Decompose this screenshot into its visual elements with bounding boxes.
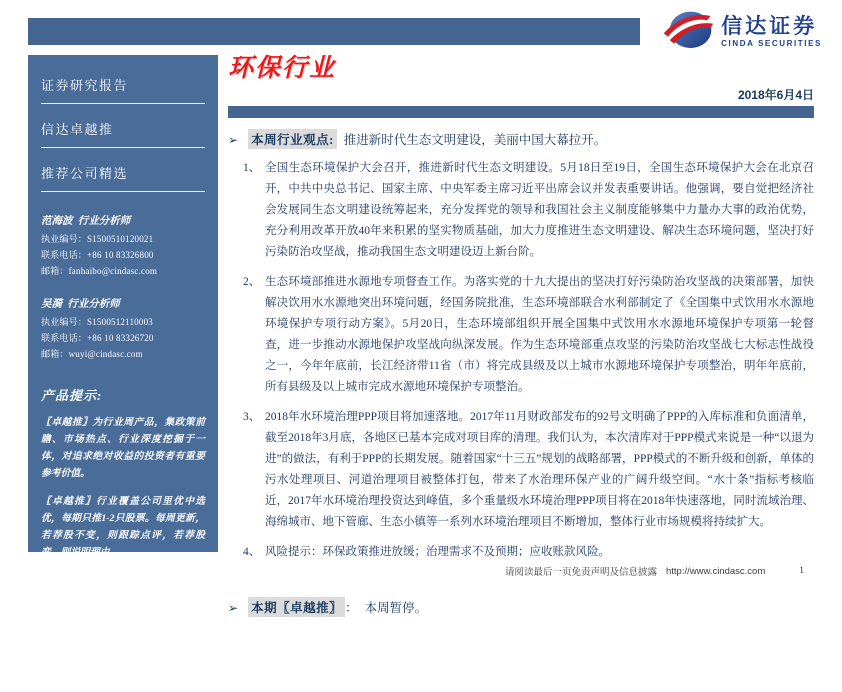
analyst-phone: 联系电话：+86 10 83326800	[41, 250, 154, 260]
analyst-email-link[interactable]: wuyi@cindasc.com	[68, 349, 143, 359]
product-tip-2: 〖卓越推〗行业覆盖公司里优中选优，每期只推1-2只股票。每周更新，若荐股不变，则跟踪点评，若荐股变，则说明理由。	[41, 495, 206, 558]
sidebar-divider	[41, 103, 205, 104]
analyst-name: 范海波 行业分析师	[41, 216, 131, 227]
company-name-en: CINDA SECURITIES CO.,LTD	[41, 650, 170, 661]
paragraph-number: 2、	[243, 275, 261, 288]
product-tip-1: 〖卓越推〗为行业周产品，集政策前瞻、市场热点、行业深度挖掘于一体，对追求绝对收益的投资者有重要参考价值。	[41, 417, 206, 480]
sidebar-divider	[41, 147, 205, 148]
paragraph-3	[228, 407, 814, 533]
paragraph-number: 1、	[243, 161, 261, 174]
sidebar-item-label: 信达卓越推	[41, 122, 114, 137]
page-footer	[0, 564, 842, 578]
period-label: 本期〖卓越推〗	[248, 597, 345, 617]
sidebar-item-recommended-companies	[41, 163, 205, 205]
analyst-card-2	[41, 296, 205, 363]
analyst-license: 执业编号：S1500510120021	[41, 234, 154, 244]
current-period-note	[228, 597, 814, 617]
paragraph-text: 全国生态环境保护大会召开，推进新时代生态文明建设。5月18日至19日，全国生态环境保护大会在北京召开，中共中央总书记、国家主席、中央军委主席习近平出席会议并发表重要讲话。他强调，要自觉把经济社会发展同生态文明建设统筹起来，充分发挥党的领导和我国社会主义制度能够集中力量办大事的政治优势，充分利用改革开放40年来积累的坚实物质基础，加大力度推进生态文明建设、解决生态环境问题，坚决打好污染防治攻坚战，推动我国生态文明建设迈上新台阶。	[265, 161, 814, 258]
viewpoint-text: 推进新时代生态文明建设，美丽中国大幕拉开。	[343, 132, 607, 147]
bullet-arrow-icon: ➢	[228, 600, 239, 615]
period-colon: ：	[345, 600, 358, 615]
bullet-arrow-icon: ➢	[228, 132, 239, 147]
company-info	[41, 633, 205, 692]
sidebar-item-label: 证券研究报告	[41, 78, 129, 93]
page-number: 1	[799, 566, 804, 576]
sidebar-item-label: 推荐公司精选	[41, 166, 129, 181]
paragraph-text: 2018年水环境治理PPP项目将加速落地。2017年11月财政部发布的92号文明确了PPP的入库标准和负面清单，截至2018年3月底，各地区已基本完成对项目库的清理。我们认为，本次清库对于PPP模式来说是一种“以退为进”的做法，有利于PPP的长期发展。随着国家“十三五”规划的战略部署，PPP模式的不断升级和创新，单体的污水处理项目、河道治理项目被整体打包，带来了水治理环保产业的广阔升级空间。“水十条”指标考核临近，2017年水环境治理投资达到峰值，多个重量级水环境治理PPP项目将在2018年快速落地，同时流域治理、海绵城市、地下管廊、生态小镇等一系列水环境治理项目不断增加，整体行业市场规模将持续扩大。	[265, 410, 814, 528]
paragraph-text: 风险提示：环保政策推进放缓；治理需求不及预期；应收账款风险。	[265, 545, 610, 558]
product-tip-3: 〖卓越推〗为未来3个月我们最看好，我们认为这些股票走势将显著战胜市场，建议重点配置。	[41, 574, 205, 620]
analyst-name: 吴漪 行业分析师	[41, 299, 120, 310]
viewpoint-label: 本周行业观点:	[248, 129, 337, 149]
brand-name-cn: 信达证券	[721, 14, 818, 38]
analyst-email: 邮箱：wuyi@cindasc.com	[41, 349, 143, 359]
company-postcode: 邮编：100031	[41, 679, 96, 690]
footer-disclaimer: 请阅读最后一页免责声明及信息披露	[504, 568, 657, 578]
paragraph-2	[228, 272, 814, 398]
paragraph-text: 生态环境部推进水源地专项督查工作。为落实党的十九大提出的坚决打好污染防治攻坚战的决策部署，加快解决饮用水水源地突出环境问题，经国务院批准，生态环境部联合水利部制定了《全国集中式饮用水水源地环境保护专项行动方案》。5月20日，生态环境部组织开展全国集中式饮用水水源地环境保护专项第一轮督查，进一步推动水源地保护攻坚战向纵深发展。作为生态环境部重点攻坚的污染防治攻坚战七大标志性战役之一，今年年底前，长江经济带11省（市）将完成县级及以上城市水源地环境保护专项整治，明年年底前，所有县级及以上城市完成水源地环境保护专项整治。	[265, 275, 814, 393]
cinda-globe-icon	[662, 7, 714, 56]
footer-notice	[505, 564, 765, 578]
company-address: 北京市西城区闹市口大街9号院1号楼	[41, 664, 186, 675]
cinda-logo	[662, 7, 822, 56]
analyst-email: 邮箱：fanhaibo@cindasc.com	[41, 266, 158, 276]
report-title: 环保行业	[228, 55, 337, 82]
footer-url-link[interactable]: http://www.cindasc.com	[665, 565, 766, 577]
paragraph-number: 3、	[243, 410, 261, 423]
sidebar-item-zhuoyuetui	[41, 119, 205, 161]
analyst-card-1	[41, 213, 205, 280]
analyst-phone: 联系电话：+86 10 83326720	[41, 333, 154, 343]
sidebar-divider	[41, 191, 205, 192]
main-content	[228, 55, 814, 617]
brand-name-en: CINDA SECURITIES	[721, 38, 822, 48]
period-text: 本周暂停。	[364, 600, 428, 615]
header-accent-bar	[28, 18, 640, 45]
analyst-license: 执业编号：S1500512110003	[41, 317, 153, 327]
title-accent-bar	[228, 106, 814, 118]
product-tips-heading: 产品提示:	[41, 388, 103, 403]
sidebar	[28, 55, 218, 690]
paragraph-number: 4、	[243, 545, 261, 558]
company-name-cn: 信达证券股份有限公司	[41, 634, 141, 646]
analyst-email-link[interactable]: fanhaibo@cindasc.com	[68, 266, 158, 276]
paragraph-4-risk	[228, 542, 814, 563]
weekly-viewpoint	[228, 129, 814, 149]
sidebar-item-research-report	[41, 75, 205, 117]
report-date: 2018年6月4日	[737, 87, 814, 102]
paragraph-1	[228, 158, 814, 263]
